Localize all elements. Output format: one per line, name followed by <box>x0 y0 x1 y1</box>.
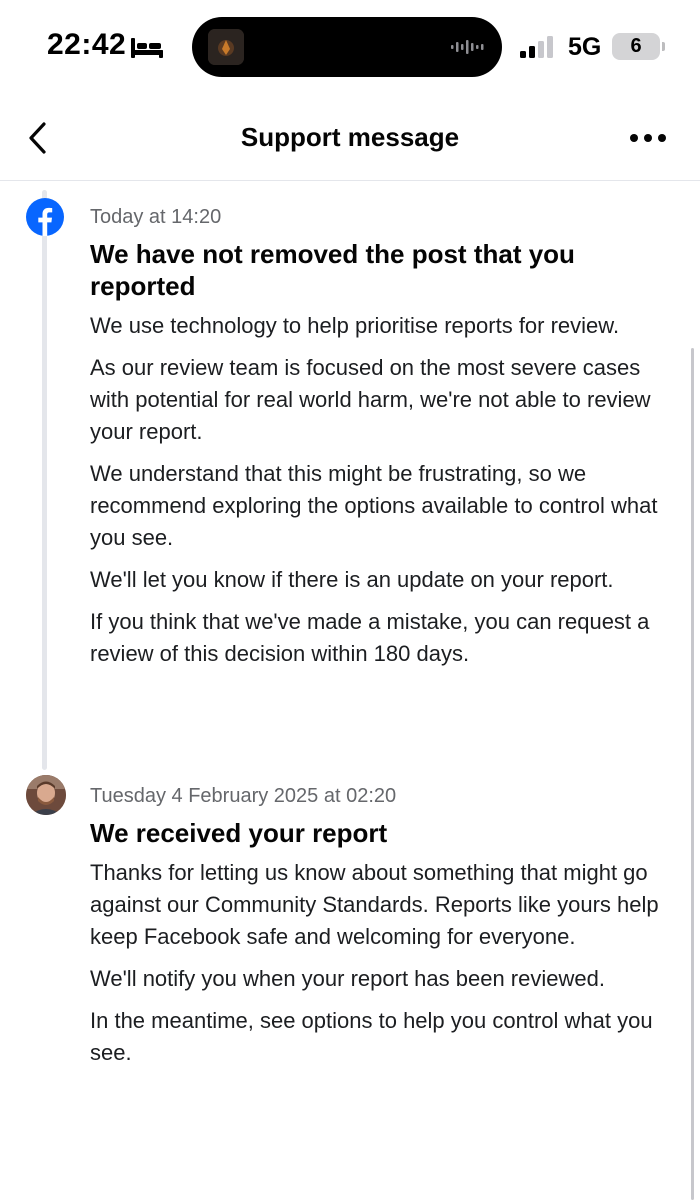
message-title: We have not removed the post that you reported <box>90 239 575 301</box>
support-message-received <box>90 783 660 1079</box>
message-timestamp: Today at 14:20 <box>90 206 222 228</box>
message-paragraph: Thanks for letting us know about something that might go against our Community Standards. Reports like yours help keep Facebook safe and welcoming for everyone. <box>90 860 659 949</box>
battery-cap <box>662 42 665 51</box>
scrollbar[interactable] <box>691 348 694 1200</box>
page-title: Support message <box>240 122 460 152</box>
nav-header <box>0 100 700 181</box>
message-paragraph: In the meantime, see options to help you control what you see. <box>90 1008 653 1065</box>
more-horizontal-icon <box>622 118 674 158</box>
message-paragraph: We understand that this might be frustrating, so we recommend exploring the options available to control what you see. <box>90 461 658 550</box>
status-bar <box>0 0 700 100</box>
message-title: We received your report <box>90 818 388 848</box>
audio-wave-icon <box>450 39 486 55</box>
user-avatar[interactable] <box>26 775 66 815</box>
network-type: 5G <box>568 33 602 61</box>
dynamic-island[interactable] <box>192 17 502 77</box>
message-paragraph: We'll notify you when your report has been reviewed. <box>90 966 605 991</box>
status-time: 22:42 <box>47 28 127 61</box>
bed-icon <box>130 36 164 60</box>
battery-indicator: 6 <box>612 33 660 60</box>
support-message-decision <box>90 204 660 680</box>
now-playing-thumbnail <box>208 29 244 65</box>
cellular-signal-icon <box>519 36 557 58</box>
message-paragraph: We use technology to help prioritise reports for review. <box>90 313 620 338</box>
message-timestamp: Tuesday 4 February 2025 at 02:20 <box>90 785 397 807</box>
message-paragraph: If you think that we've made a mistake, you can request a review of this decision within 180 days. <box>90 609 650 666</box>
more-options-button[interactable] <box>622 118 674 158</box>
message-paragraph: As our review team is focused on the most severe cases with potential for real world harm, we're not able to review your report. <box>90 355 651 444</box>
message-paragraph: We'll let you know if there is an update on your report. <box>90 567 614 592</box>
facebook-logo-icon <box>26 198 64 236</box>
timeline-line <box>42 190 47 770</box>
